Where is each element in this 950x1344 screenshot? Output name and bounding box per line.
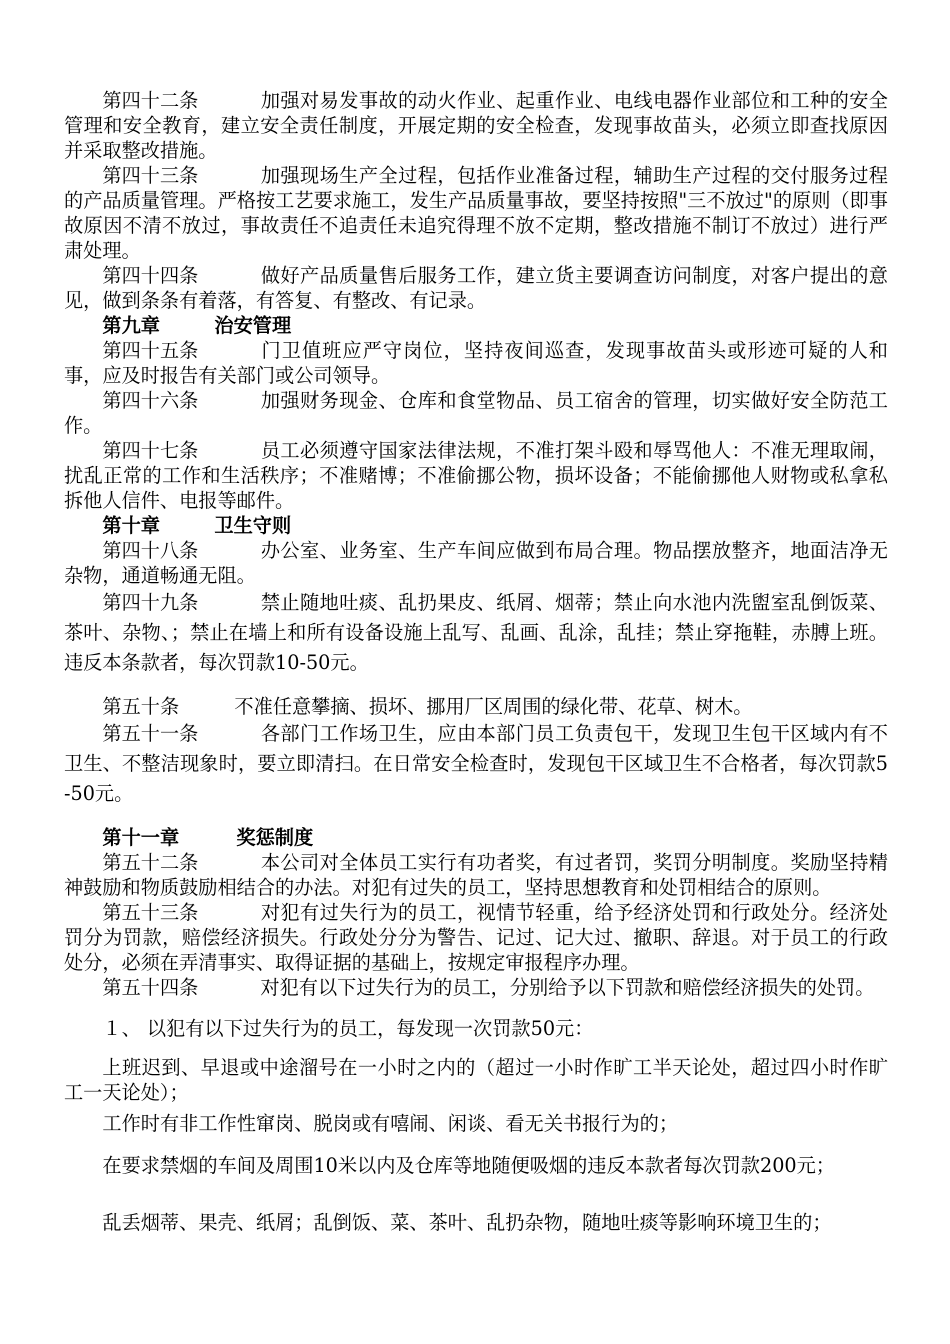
article-number: 第四十八条 [102,539,199,562]
article-48 [64,538,888,588]
article-text: 加强财务现金、仓库和食堂物品、员工宿舍的管理，切实做好安全防范工作。 [64,389,888,437]
article-53 [64,900,888,975]
article-number: 第四十七条 [102,439,199,462]
article-number: 第四十五条 [102,339,199,362]
chapter-number: 第十一章 [102,826,180,849]
chapter-10-heading [64,513,888,538]
article-44 [64,263,888,313]
article-51 [64,719,888,809]
article-46 [64,388,888,438]
article-number: 第五十四条 [102,976,199,999]
item-1: １、 以犯有以下过失行为的员工，每发现一次罚款50元： [102,1017,594,1040]
article-number: 第五十条 [102,695,180,718]
chapter-title: 卫生守则 [214,514,292,537]
article-number: 第四十三条 [102,164,199,187]
article-number: 第五十二条 [102,851,199,874]
chapter-number: 第十章 [102,514,160,537]
article-49 [64,588,888,678]
article-42 [64,88,888,163]
article-43 [64,163,888,263]
article-number: 第四十二条 [102,89,199,112]
article-text: 本公司对全体员工实行有功者奖，有过者罚，奖罚分明制度。奖励坚持精神鼓励和物质鼓励相结合的办法。对犯有过失的员工，坚持思想教育和处罚相结合的原则。 [64,851,888,899]
article-47 [64,438,888,513]
article-50 [64,694,888,719]
article-text: 加强现场生产全过程，包括作业准备过程，辅助生产过程的交付服务过程的产品质量管理。严格按工艺要求施工，发生产品质量事故，要坚持按照"三不放过"的原则（即事故原因不清不放过，事故责任不追责任未追究得理不放不定期，整改措施不制订不放过）进行严肃处理。 [64,164,888,262]
list-item: 在要求禁烟的车间及周围10米以内及仓库等地随便吸烟的违反本款者每次罚款200元； [102,1154,835,1177]
article-54 [64,975,888,1000]
article-number: 第四十六条 [102,389,199,412]
document-page [64,88,888,1235]
article-number: 第五十三条 [102,901,199,924]
chapter-number: 第九章 [102,314,160,337]
article-text: 加强对易发事故的动火作业、起重作业、电线电器作业部位和工种的安全管理和安全教育，建立安全责任制度，开展定期的安全检查，发现事故苗头，必须立即查找原因并采取整改措施。 [64,89,888,162]
list-item: 上班迟到、早退或中途溜号在一小时之内的（超过一小时作旷工半天论处，超过四小时作旷工一天论处）； [64,1056,888,1104]
article-text: 对犯有过失行为的员工，视情节轻重，给予经济处罚和行政处分。经济处罚分为罚款，赔偿经济损失。行政处分分为警告、记过、记大过、撤职、辞退。对于员工的行政处分，必须在弄清事实、取得证据的基础上，按规定审报程序办理。 [64,901,888,974]
article-text: 对犯有以下过失行为的员工，分别给予以下罚款和赔偿经济损失的处罚。 [260,976,875,999]
chapter-title: 治安管理 [214,314,292,337]
article-52 [64,850,888,900]
chapter-11-heading [64,825,888,850]
article-text: 办公室、业务室、生产车间应做到布局合理。物品摆放整齐，地面洁净无杂物，通道畅通无阻。 [64,539,888,587]
article-text: 员工必须遵守国家法律法规，不准打架斗殴和辱骂他人：不准无理取闹，扰乱正常的工作和生活秩序；不准赌博；不准偷挪公物，损坏设备；不能偷挪他人财物或私拿私拆他人信件、电报等邮件。 [64,439,888,512]
article-number: 第四十九条 [102,591,199,614]
chapter-title: 奖惩制度 [236,826,314,849]
article-text: 门卫值班应严守岗位，坚持夜间巡查，发现事故苗头或形迹可疑的人和事，应及时报告有关部门或公司领导。 [64,339,888,387]
article-text: 做好产品质量售后服务工作，建立货主要调查访问制度，对客户提出的意见，做到条条有着落，有答复、有整改、有记录。 [64,264,888,312]
chapter-9-heading [64,313,888,338]
article-45 [64,338,888,388]
list-item: 工作时有非工作性窜岗、脱岗或有嘻闹、闲谈、看无关书报行为的； [102,1112,679,1135]
list-item: 乱丢烟蒂、果壳、纸屑；乱倒饭、菜、茶叶、乱扔杂物，随地吐痰等影响环境卫生的； [102,1211,832,1234]
article-number: 第四十四条 [102,264,199,287]
article-text: 不准任意攀摘、损坏、挪用厂区周围的绿化带、花草、树木。 [234,695,753,718]
article-text: 禁止随地吐痰、乱扔果皮、纸屑、烟蒂；禁止向水池内洗盥室乱倒饭菜、茶叶、杂物、；禁止在墙上和所有设备设施上乱写、乱画、乱涂，乱挂；禁止穿拖鞋，赤膊上班。违反本条款者，每次罚款10-50元。 [64,591,888,674]
article-text: 各部门工作场卫生，应由本部门员工负责包干，发现卫生包干区域内有不卫生、不整洁现象时，要立即清扫。在日常安全检查时，发现包干区域卫生不合格者，每次罚款5-50元。 [64,722,888,805]
article-number: 第五十一条 [102,722,199,745]
